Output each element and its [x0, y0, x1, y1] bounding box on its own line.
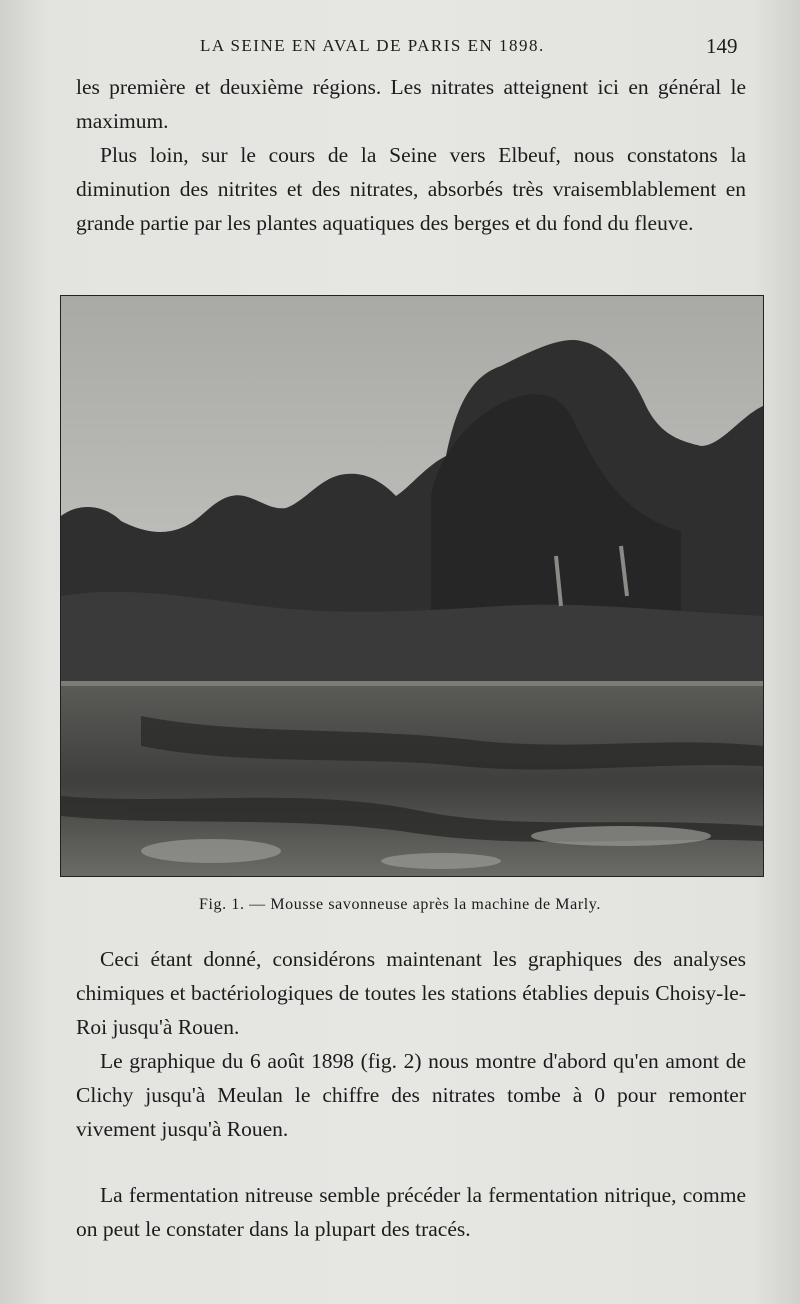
- paragraph-3: Ceci étant donné, considérons maintenant les graphiques des analyses chimiques et bactériologiques de toutes les stations établies depuis Choisy-le-Roi jusqu'à Rouen.: [76, 947, 746, 1039]
- river-photo-illustration: [61, 296, 763, 876]
- paragraph-2: Plus loin, sur le cours de la Seine vers Elbeuf, nous constatons la diminution des nitrites et des nitrates, absorbés très vraisemblablement en grande partie par les plantes aquatiques des berges et du fond du fleuve.: [76, 143, 746, 235]
- page-number: 149: [706, 34, 738, 58]
- figure-photograph: [60, 295, 764, 877]
- figure-caption: Fig. 1. — Mousse savonneuse après la machine de Marly.: [199, 896, 601, 913]
- paragraph-4: Le graphique du 6 août 1898 (fig. 2) nous montre d'abord qu'en amont de Clichy jusqu'à Meulan le chiffre des nitrates tombe à 0 pour remonter vivement jusqu'à Rouen.: [76, 1049, 746, 1141]
- running-title: LA SEINE EN AVAL DE PARIS EN 1898.: [200, 36, 545, 55]
- paragraph-1: les première et deuxième régions. Les nitrates atteignent ici en général le maximum.: [76, 75, 746, 133]
- river-bank: [61, 681, 763, 686]
- page-header: [0, 32, 800, 62]
- paragraph-5: La fermentation nitreuse semble précéder la fermentation nitrique, comme on peut le constater dans la plupart des tracés.: [76, 1183, 746, 1241]
